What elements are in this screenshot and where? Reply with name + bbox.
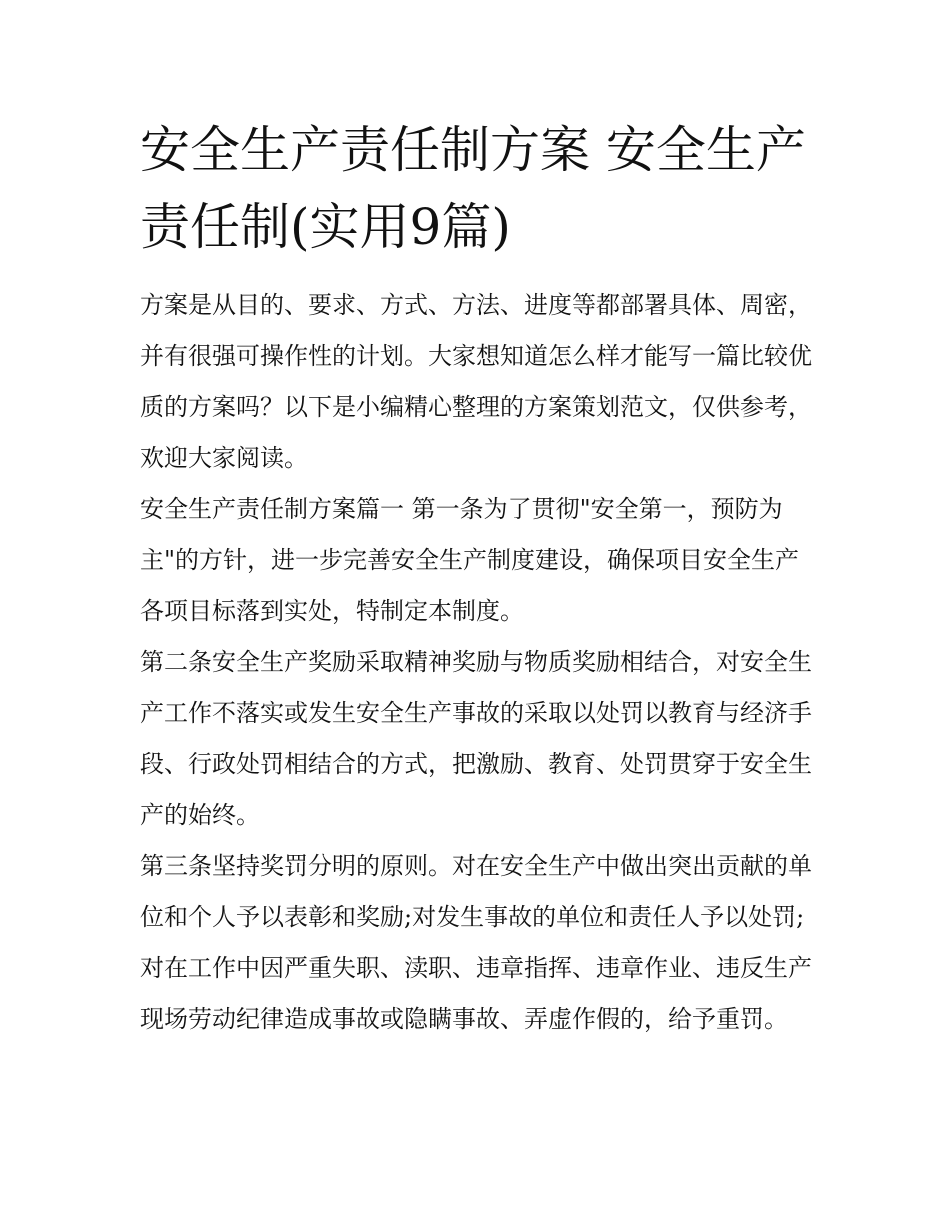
paragraph-article-1: 安全生产责任制方案篇一 第一条为了贯彻"安全第一，预防为主"的方针，进一步完善安全生产制度建设，确保项目安全生产各项目标落到实处，特制定本制度。 — [140, 495, 800, 625]
paragraph-article-3: 第三条坚持奖罚分明的原则。对在安全生产中做出突出贡献的单位和个人予以表彰和奖励;对发生事故的单位和责任人予以处罚;对在工作中因严重失职、渎职、违章指挥、违章作业、违反生产现场劳动纪律造成事故或隐瞒事故、弄虚作假的，给予重罚。 — [140, 852, 812, 1033]
document-body — [140, 112, 812, 1045]
document-title: 安全生产责任制方案 安全生产责任制(实用9篇) — [140, 121, 806, 256]
paragraph-intro: 方案是从目的、要求、方式、方法、进度等都部署具体、周密，并有很强可操作性的计划。大家想知道怎么样才能写一篇比较优质的方案吗？以下是小编精心整理的方案策划范文，仅供参考，欢迎大家阅读。 — [140, 291, 812, 472]
paragraph-article-2: 第二条安全生产奖励采取精神奖励与物质奖励相结合，对安全生产工作不落实或发生安全生产事故的采取以处罚以教育与经济手段、行政处罚相结合的方式，把激励、教育、处罚贯穿于安全生产的始终。 — [140, 648, 812, 829]
